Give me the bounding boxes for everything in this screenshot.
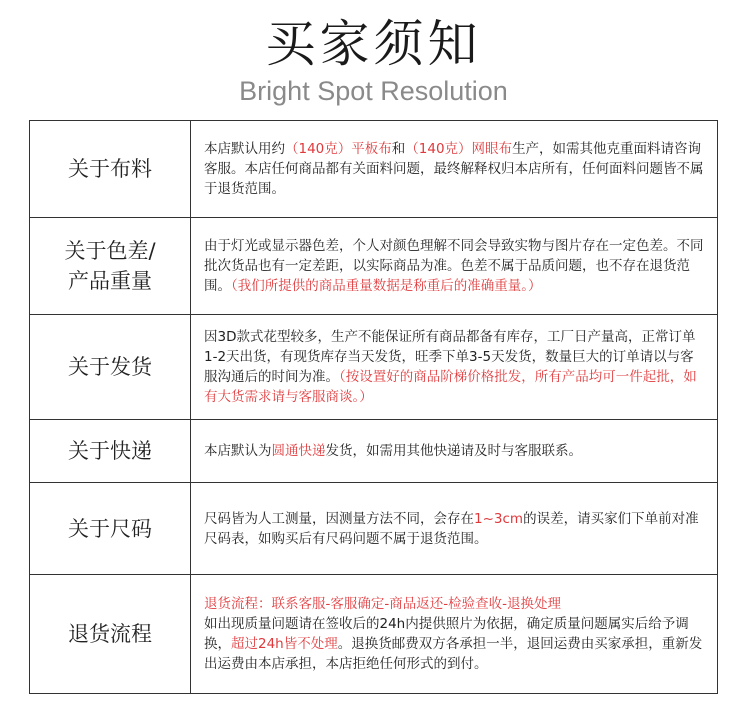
row-content-shipping: [191, 315, 718, 420]
content-text: 如出现质量问题请在签收后的24h内提供照片为依据，确定质量问题属实后给予调换，: [204, 616, 689, 652]
row-shipping: [30, 315, 718, 420]
notice-table: [29, 120, 718, 694]
row-label-return: 退货流程: [30, 575, 191, 694]
row-courier: [30, 420, 718, 483]
highlight-text: （按设置好的商品阶梯价格批发，所有产品均可一件起批，如有大货需求请与客服商谈。）: [204, 369, 697, 405]
content-text: 发货，如需用其他快递请及时与客服联系。: [325, 443, 582, 459]
return-process-text: 退货流程：联系客服-客服确定-商品返还-检验查收-退换处理: [204, 596, 561, 612]
content-text: 本店默认用约: [204, 141, 285, 157]
row-label-size: 关于尺码: [30, 483, 191, 575]
content-text: 。退换货邮费双方各承担一半，退回运费由买家承担，重新发出运费由本店承担，本店拒绝任何形式的到付。: [204, 636, 703, 672]
row-content-return: [191, 575, 718, 694]
page-title: 买家须知: [265, 15, 482, 73]
row-label-color: [30, 218, 191, 315]
content-text: 因3D款式花型较多，生产不能保证所有商品都备有库存，工厂日产量高，正常订单1-2天出货，有现货库存当天发货，旺季下单3-5天发货，数量巨大的订单请以与客服沟通后的时间为准。: [204, 329, 696, 385]
row-content-courier: [191, 420, 718, 483]
content-text: 的误差，请买家们下单前对准尺码表，如购买后有尺码问题不属于退货范围。: [204, 510, 699, 547]
row-size: [30, 483, 718, 575]
content-text: 尺码皆为人工测量，因测量方法不同，会存在: [204, 510, 474, 527]
page-subtitle: Bright Spot Resolution: [239, 76, 508, 106]
content-text: 本店默认为: [204, 443, 272, 459]
row-label-fabric: 关于布料: [30, 121, 191, 218]
content-text: 和: [391, 141, 406, 157]
row-content-fabric: [191, 121, 718, 218]
row-content-size: [191, 483, 718, 575]
highlight-text: （140克）网眼布: [405, 141, 513, 157]
row-return: [30, 575, 718, 694]
row-fabric: [30, 121, 718, 218]
highlight-text: 1~3cm: [474, 510, 524, 527]
row-label-shipping: 关于发货: [30, 315, 191, 420]
row-content-color: [191, 218, 718, 315]
highlight-text: （我们所提供的商品重量数据是称重后的准确重量。）: [231, 278, 542, 294]
highlight-text: 圆通快递: [271, 443, 326, 459]
row-label-courier: 关于快递: [30, 420, 191, 483]
content-text: 生产，如需其他克重面料请咨询客服。本店任何商品都有关面料问题，最终解释权归本店所有，任何面料问题皆不属于退货范围。: [204, 141, 704, 197]
row-label-text: 关于色差/产品重量: [64, 239, 156, 293]
row-color: [30, 218, 718, 315]
highlight-text: 超过24h皆不处理: [231, 636, 338, 652]
content-text: 由于灯光或显示器色差，个人对颜色理解不同会导致实物与图片存在一定色差。不同批次货品也有一定差距，以实际商品为准。色差不属于品质问题，也不存在退货范围。: [204, 238, 704, 294]
highlight-text: （140克）平板布: [285, 141, 392, 157]
